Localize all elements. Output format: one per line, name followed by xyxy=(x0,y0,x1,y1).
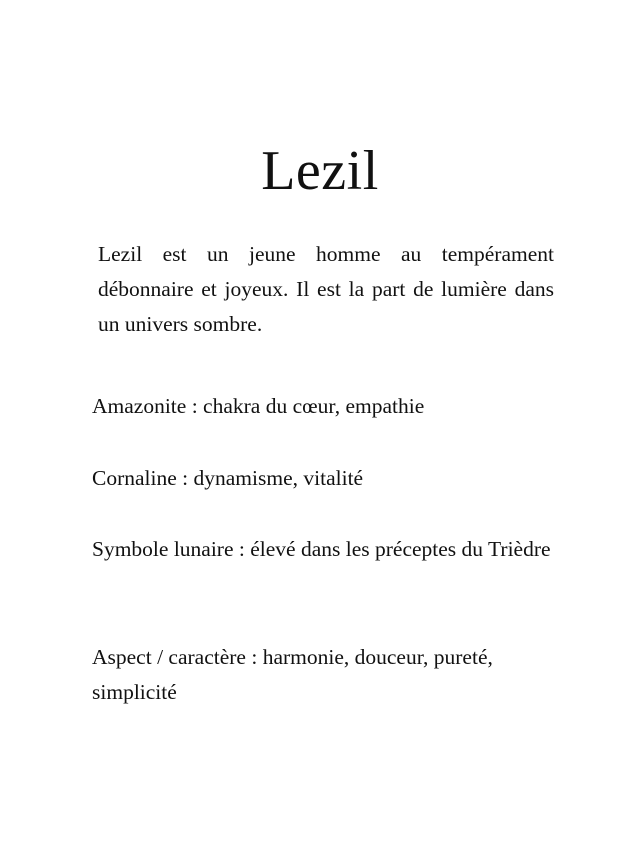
attribute-amazonite: Amazonite : chakra du cœur, empathie xyxy=(92,394,425,418)
intro-paragraph: Lezil est un jeune homme au tempérament débonnaire et joyeux. Il est la part de lumière dans un univers sombre. xyxy=(98,242,554,336)
attribute-cornaline: Cornaline : dynamisme, vitalité xyxy=(92,466,364,490)
page-title: Lezil xyxy=(261,140,379,202)
attribute-aspect-caractere: Aspect / caractère : harmonie, douceur, pureté, simplicité xyxy=(92,645,493,704)
attribute-symbole-lunaire: Symbole lunaire : élevé dans les préceptes du Trièdre xyxy=(92,537,551,561)
